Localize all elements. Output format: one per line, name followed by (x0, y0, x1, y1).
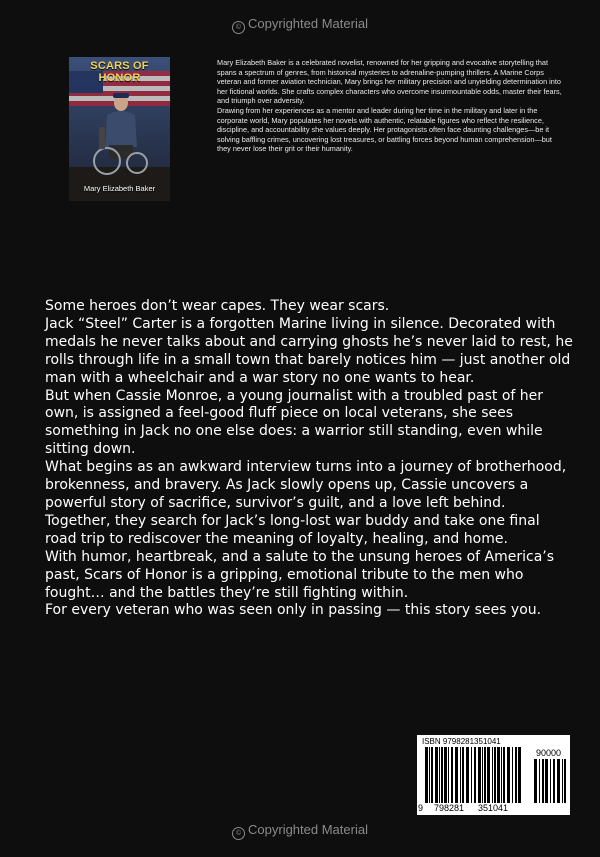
bio-paragraph: Mary Elizabeth Baker is a celebrated novelist, renowned for her gripping and evocative storytelling that spans a spectrum of genres, from historical mysteries to adrenaline-pumping thrillers. A Marine Corps veteran and former aviation technician, Mary brings her military precision and unyielding determination into her fictional worlds. She crafts complex characters who overcome insurmountable odds, master their fears, and triumph over adversity. (217, 58, 562, 106)
blurb-paragraph: Some heroes don’t wear capes. They wear scars. (45, 298, 390, 314)
barcode-bar (439, 747, 440, 803)
book-blurb (45, 298, 575, 620)
barcode-bar (429, 747, 430, 803)
barcode-bar (451, 747, 453, 803)
barcode-bar (545, 759, 548, 803)
barcode-bar (448, 747, 449, 803)
barcode-bar (471, 747, 472, 803)
isbn-label: ISBN 9798281351041 (422, 737, 501, 746)
barcode-bar (542, 759, 544, 803)
barcode-bar (534, 759, 537, 803)
barcode-bar (487, 747, 490, 803)
blurb-paragraph: For every veteran who was seen only in passing — this story sees you. (45, 602, 542, 619)
author-bio (217, 58, 562, 154)
book-cover-thumbnail (69, 57, 170, 201)
copyright-icon: © (232, 21, 245, 34)
barcode-bar (444, 747, 447, 803)
cover-title: SCARS OF HONOR (90, 60, 149, 84)
barcode-bar (494, 747, 496, 803)
blurb-paragraph: With humor, heartbreak, and a salute to the unsung heroes of America’s past, Scars of Honor is a gripping, emotional tribute to the men who fought… and the battles they’re still fighting within. (45, 548, 555, 601)
copyright-icon: © (232, 827, 245, 840)
barcode-bar (466, 747, 469, 803)
barcode-bar (484, 747, 486, 803)
barcode-bar (492, 747, 493, 803)
barcode-digits-left: 798281 (434, 803, 465, 813)
barcode-bar (515, 747, 517, 803)
watermark-top: © Copyrighted Material (0, 16, 600, 34)
barcode-bar (539, 759, 540, 803)
bio-paragraph: Drawing from her experiences as a mentor and leader during her time in the military and later in the corporate world, Mary populates her novels with authentic, relatable figures who reflect the resilience, discipline, and accountability she values deeply. Her protagonists often face daunting challenges—be it solving baffling crimes, uncovering lost treasures, or battling forces beyond human comprehension—but they never lose their grit or their humanity. (217, 105, 552, 154)
barcode-bar (562, 759, 563, 803)
barcode-bar (435, 747, 438, 803)
barcode-bar (550, 759, 551, 803)
barcode-bar (462, 747, 464, 803)
cover-author: Mary Elizabeth Baker (83, 184, 156, 193)
barcode-bar (425, 747, 428, 803)
barcode-bar (501, 747, 502, 803)
watermark-bottom: © Copyrighted Material (0, 822, 600, 840)
barcode-bar (553, 759, 555, 803)
blurb-paragraph: What begins as an awkward interview turns into a journey of brotherhood, brokenness, and bravery. As Jack slowly opens up, Cassie uncovers a powerful story of sacrifice, survivor’s guilt, and a love left behind. Together, they search for Jack’s long-lost war buddy and take one final road trip to rediscover the meaning of loyalty, healing, and home. (45, 459, 567, 547)
barcode-bar (507, 747, 510, 803)
barcode-bar (503, 747, 505, 803)
barcode-bar (512, 747, 513, 803)
barcode-bar (564, 759, 566, 803)
barcode-bar (441, 747, 443, 803)
barcode-digit-first: 9 (418, 803, 424, 813)
barcode-bar (460, 747, 461, 803)
blurb-paragraph: But when Cassie Monroe, a young journalist with a troubled past of her own, is assigned a feel-good fluff piece on local veterans, she sees something in Jack no one else does: a warrior still standing, even while sitting down. (45, 387, 544, 458)
barcode-bar (557, 759, 560, 803)
barcode-bar (431, 747, 433, 803)
isbn-barcode (417, 735, 570, 815)
barcode-bar (474, 747, 476, 803)
barcode-bar (482, 747, 483, 803)
price-code: 90000 (536, 748, 562, 758)
barcode-bar (478, 747, 481, 803)
blurb-paragraph: Jack “Steel” Carter is a forgotten Marine living in silence. Decorated with medals he never talks about and carrying ghosts he’s never laid to rest, he rolls through life in a small town that barely notices him — just another old man with a wheelchair and a war story no one wants to hear. (45, 315, 573, 386)
barcode-bar (497, 747, 500, 803)
barcode-digits-right: 351041 (478, 803, 509, 813)
barcode-bar (518, 747, 521, 803)
barcode-bar (455, 747, 458, 803)
